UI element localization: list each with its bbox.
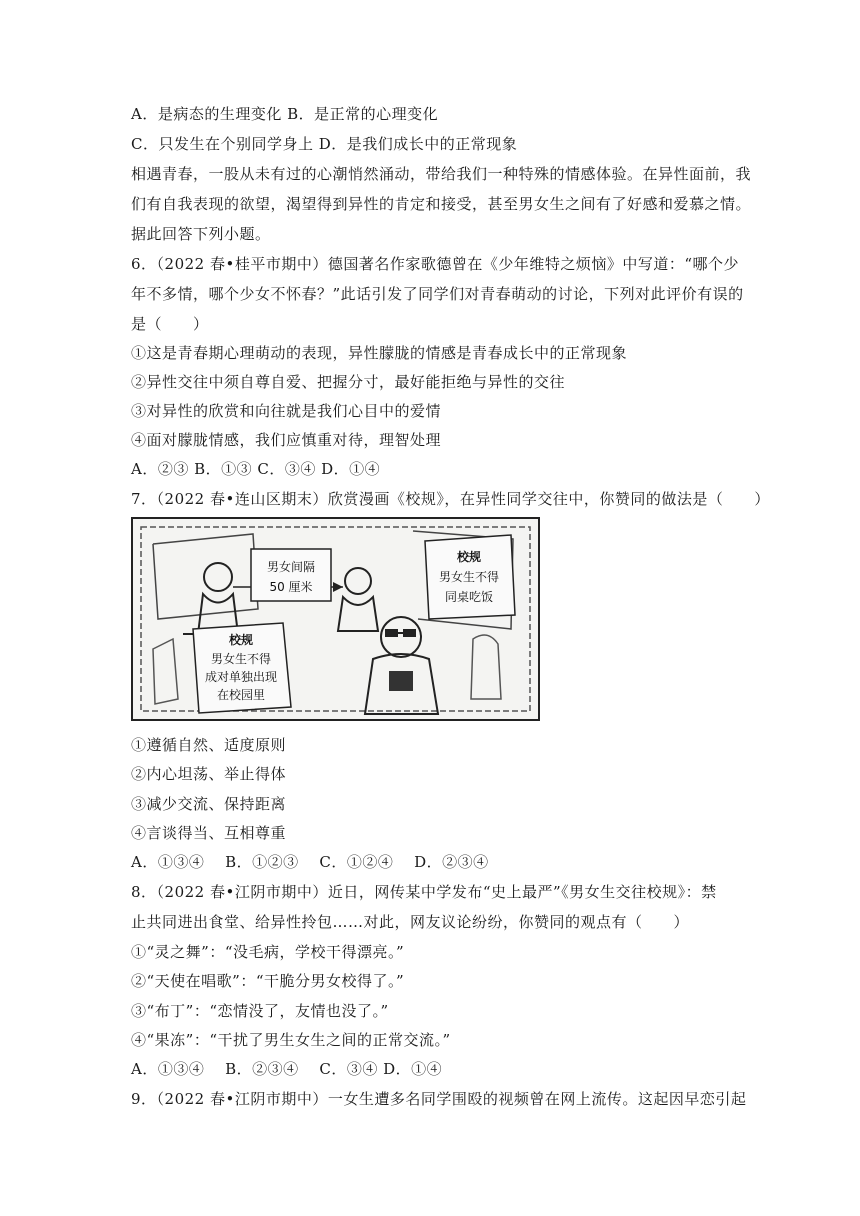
sign-left-line-3: 在校园里	[216, 688, 266, 702]
q6-statement-3: ③对异性的欣赏和向往就是我们心目中的爱情	[131, 402, 442, 420]
q8-statement-2: ②“天使在唱歌”：“干脆分男女校得了。”	[131, 972, 405, 990]
option-line-c-d: C．只发生在个别同学身上 D．是我们成长中的正常现象	[131, 135, 518, 153]
q6-statement-2: ②异性交往中须自尊自爱、把握分寸，最好能拒绝与异性的交往	[131, 373, 566, 391]
q6-options: A．②③ B．①③ C．③④ D．①④	[131, 460, 381, 478]
question-8-line-2: 止共同进出食堂、给异性拎包……对此，网友议论纷纷，你赞同的观点有（ ）	[131, 913, 690, 931]
cartoon-illustration	[133, 519, 538, 719]
q8-options: A．①③④ B．②③④ C．③④ D．①④	[131, 1060, 443, 1078]
q8-statement-1: ①“灵之舞”：“没毛病，学校干得漂亮。”	[131, 943, 405, 961]
question-9-line-1: 9．（2022 春•江阴市期中）一女生遭多名同学围殴的视频曾在网上流传。这起因早恋引起	[131, 1090, 747, 1108]
q8-statement-3: ③“布丁”：“恋情没了，友情也没了。”	[131, 1002, 389, 1020]
q6-statement-4: ④面对朦胧情感，我们应慎重对待，理智处理	[131, 431, 442, 449]
q7-options: A．①③④ B．①②③ C．①②④ D．②③④	[131, 853, 489, 871]
question-8-line-1: 8．（2022 春•江阴市期中）近日，网传某中学发布“史上最严”《男女生交往校规》：禁	[131, 883, 717, 901]
sign-right-line-2: 同桌吃饭	[444, 590, 494, 604]
sign-distance-line-1: 男女间隔	[266, 560, 316, 574]
passage-line-1: 相遇青春，一股从未有过的心潮悄然涌动，带给我们一种特殊的情感体验。在异性面前，我	[131, 165, 752, 183]
sign-left-title: 校规	[228, 633, 254, 647]
q6-statement-1: ①这是青春期心理萌动的表现，异性朦胧的情感是青春成长中的正常现象	[131, 344, 628, 362]
sign-distance-line-2: 50 厘米	[269, 580, 313, 594]
passage-line-3: 据此回答下列小题。	[131, 225, 271, 243]
q7-statement-3: ③减少交流、保持距离	[131, 795, 287, 813]
q8-statement-4: ④“果冻”：“干扰了男生女生之间的正常交流。”	[131, 1031, 451, 1049]
option-line-a-b: A．是病态的生理变化 B．是正常的心理变化	[131, 105, 439, 123]
question-6-line-3: 是（ ）	[131, 315, 209, 333]
sign-right-line-1: 男女生不得	[438, 570, 500, 584]
passage-line-2: 们有自我表现的欲望，渴望得到异性的肯定和接受，甚至男女生之间有了好感和爱慕之情。	[131, 195, 752, 213]
question-6-line-2: 年不多情，哪个少女不怀春？”此话引发了同学们对青春萌动的讨论，下列对此评价有误的	[131, 285, 744, 303]
q7-statement-2: ②内心坦荡、举止得体	[131, 765, 287, 783]
q7-statement-1: ①遵循自然、适度原则	[131, 736, 287, 754]
question-7-line-1: 7．（2022 春•连山区期末）欣赏漫画《校规》，在异性同学交往中，你赞同的做法是（ ）	[131, 490, 770, 508]
question-6-line-1: 6．（2022 春•桂平市期中）德国著名作家歌德曾在《少年维特之烦恼》中写道：“哪个少	[131, 255, 740, 273]
cartoon-school-rules	[131, 517, 540, 721]
sign-right-title: 校规	[456, 550, 482, 564]
sign-left-line-2: 成对单独出现	[204, 670, 278, 684]
sign-left-line-1: 男女生不得	[210, 652, 272, 666]
q7-statement-4: ④言谈得当、互相尊重	[131, 824, 287, 842]
